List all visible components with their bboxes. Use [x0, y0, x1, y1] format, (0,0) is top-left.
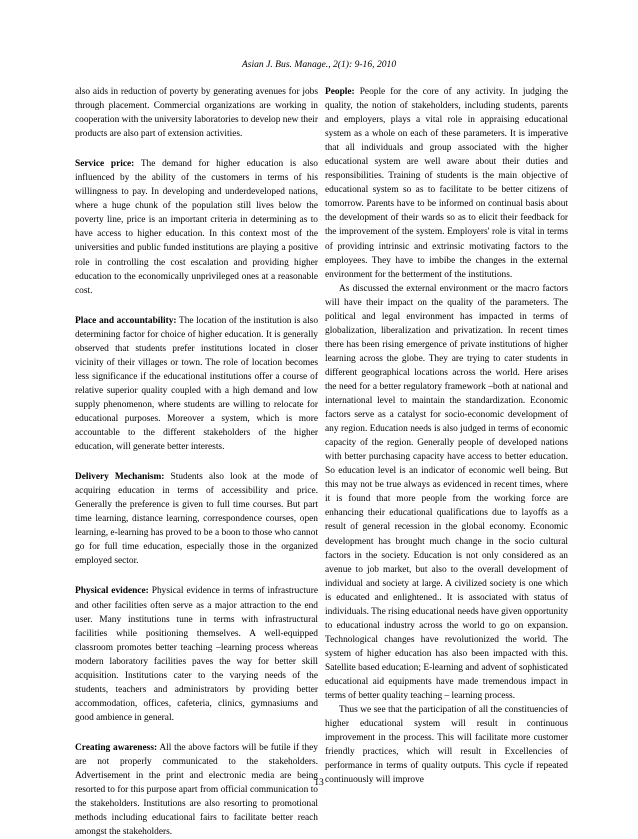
- heading-place-accountability: Place and accountability:: [75, 315, 177, 326]
- paragraph-service-price: Service price: The demand for higher education is also influenced by the ability of the customers in terms of his willingness to pay. In developing and underdeveloped nations, where a huge chunk of the population still lives below the poverty line, price is an important criteria in determining as to have access to higher education. In this context most of the universities and public funded institutions are playing a positive role in controlling the cost escalation and providing higher education to the economically unprivileged ones at a reasonable cost.: [75, 159, 318, 296]
- left-column: [75, 85, 318, 839]
- paragraph-creating-awareness: Creating awareness: All the above factors will be futile if they are not properly communicated to the stakeholders. Advertisement in the print and electronic media are being resorted to for this purpose apart from official communication to the stakeholders. Institutions are also resorting to promotional methods including educational fairs to facilitate better reach amongst the stakeholders.: [75, 742, 318, 838]
- heading-creating-awareness: Creating awareness:: [75, 742, 158, 753]
- paragraph-place-accountability: Place and accountability: The location of the institution is also determining factor for choice of higher education. It is generally observed that students prefer institutions located in closer vicinity of their villages or town. The role of location becomes less significance if the educational institutions offer a course of relative superior quality coupled with a high demand and low supply phenomenon, where students are willing to relocate for educational purposes. Moreover a system, which is more accountable to the different stakeholders of the higher education, will generate better interests.: [75, 315, 319, 453]
- heading-service-price: Service price:: [75, 159, 135, 170]
- paragraph-physical-evidence: Physical evidence: Physical evidence in terms of infrastructure and other facilities often serve as a major attraction to the end user. Many institutions tune in terms with infrastructural facilities while positioning themselves. A well-equipped classroom promotes better teaching –learning process whereas modern laboratory facilities paves the way for better skill acquisition. Institutions cater to the varying needs of the students, teachers and administrators by providing better accommodation, offices, cafeteria, clinics, gymnasiums and good ambience in general.: [75, 586, 318, 723]
- paragraph-people: People: People for the core of any activity. In judging the quality, the notion of stakeholders, including students, parents and employers, plays a vital role in appraising educational system as a whole on each of these parameters. It is imperative that all individuals and group associated with the higher educational system are well aware about their duties and responsibilities. Training of students is the main objective of educational system so as to facilitate to be better citizens of tomorrow. Parents have to be informed on continual basis about the development of their wards so as to elicit their feedback for the improvement of the system. Employers' role is vital in terms of providing intrinsic and extrinsic motivating factors to the employees. They have to imbibe the changes in the external environment for the betterment of the institutions.: [325, 87, 568, 280]
- paragraph-extension-activities: also aids in reduction of poverty by generating avenues for jobs through placement. Commercial organizations are working in cooperation with the university laboratories to develop new their products are also part of extension activities.: [75, 87, 318, 140]
- heading-delivery-mechanism: Delivery Mechanism:: [75, 472, 165, 483]
- paragraph-external-environment: As discussed the external environment or the macro factors will have their impact on the quality of the parameters. The political and legal environment has impacted in terms of globalization, liberalization and privatization. In recent times there has been rising emergence of private institutions of higher learning across the globe. They are trying to cater students in different geographical locations across the world. Here arises the need for a better regulatory framework –both at national and international level to maintain the standardization. Economic factors serve as a catalyst for socio-economic development of any region. Education needs is also judged in terms of economic capacity of the region. Generally people of developed nations with better purchasing capacity have access to better education. So education level is an indicator of economic well being. But this may not be true always as evidenced in recent times, where it is found that more people from the working force are enhancing their educational qualifications due to layoffs as a result of general recession in the global economy. Economic development has brought much change in the socio cultural factors in the society. Education is not only considered as an avenue to job market, but also to the overall development of individual and society at large. A civilized society is one which is educated and enlightened.. It is associated with status of individuals. The rising educational needs have given opportunity to educational industry across the world to go on expansion. Technological changes have revolutionized the world. The system of higher education has also been impacted with this. Satellite based education; E-learning and advent of sophisticated educational aid equipments have made tremendous impact in terms of better quality teaching – learning process.: [325, 283, 569, 702]
- page-number: 13: [314, 777, 324, 788]
- paragraph-delivery-mechanism: Delivery Mechanism: Students also look at the mode of acquiring education in terms of accessibility and price. Generally the preference is given to full time courses. But part time learning, distance learning, correspondence courses, open learning, e-learning has proved to be a boon to those who cannot go for full time education, especially those in the organized employed sector.: [75, 472, 318, 567]
- paragraph-conclusion: Thus we see that the participation of all the constituencies of higher educational system will result in continuous improvement in the process. This will facilitate more customer friendly practices, which will result in Excellencies of performance in terms of quality outputs. This cycle if repeated continuously will improve: [325, 705, 568, 786]
- heading-people: People:: [325, 87, 355, 97]
- right-column: [325, 85, 568, 787]
- running-header: Asian J. Bus. Manage., 2(1): 9-16, 2010: [241, 59, 397, 70]
- heading-physical-evidence: Physical evidence:: [75, 586, 149, 597]
